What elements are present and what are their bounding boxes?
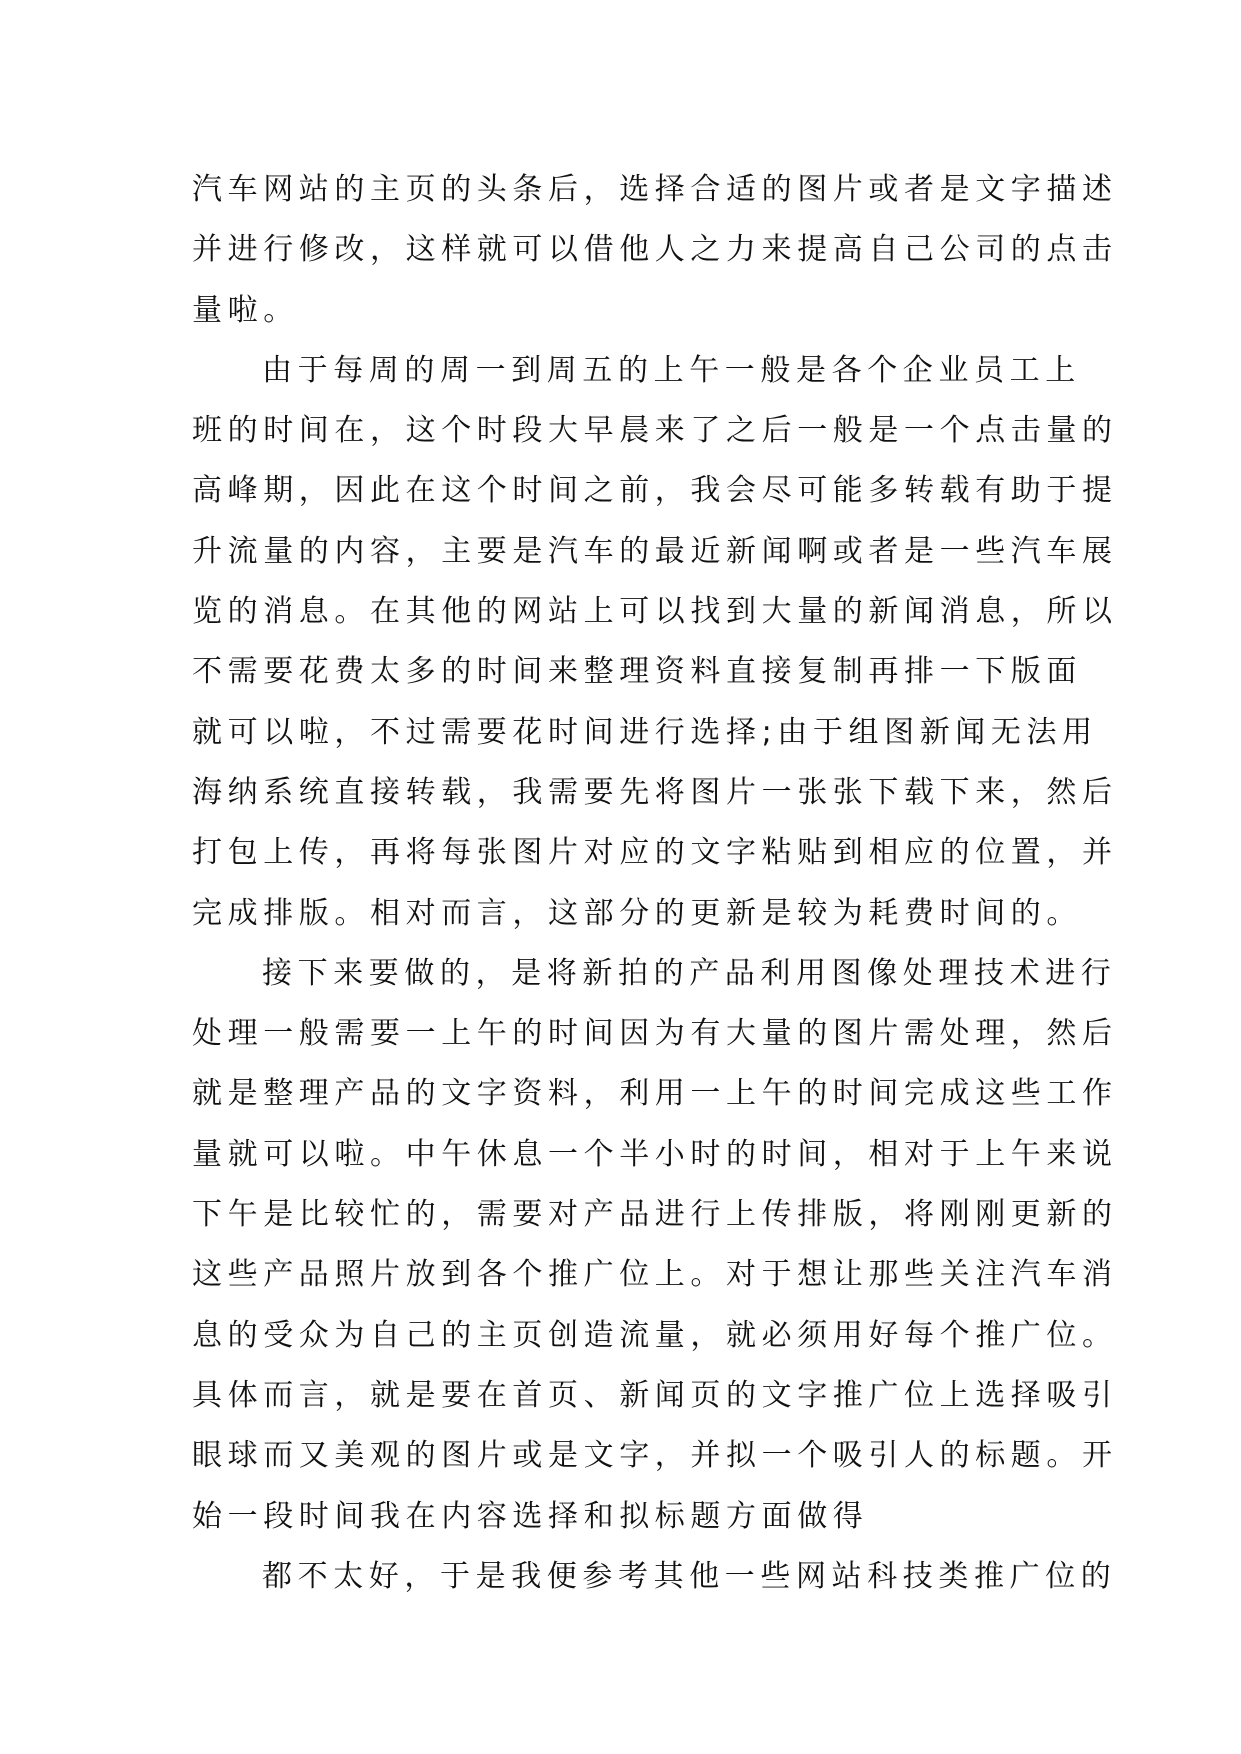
text-line: 量啦。 [192,292,299,328]
text-line: 高峰期，因此在这个时间之前，我会尽可能多转载有助于提 [192,473,1118,509]
text-line: 量就可以啦。中午休息一个半小时的时间，相对于上午来说 [192,1136,1118,1172]
text-line: 览的消息。在其他的网站上可以找到大量的新闻消息，所以 [192,594,1118,630]
text-line: 处理一般需要一上午的时间因为有大量的图片需处理，然后 [192,1016,1118,1052]
body-text [192,160,1118,1607]
text-line: 班的时间在，这个时段大早晨来了之后一般是一个点击量的 [192,413,1118,449]
text-line: 并进行修改，这样就可以借他人之力来提高自己公司的点击 [192,232,1118,268]
text-line: 这些产品照片放到各个推广位上。对于想让那些关注汽车消 [192,1257,1118,1293]
text-line: 息的受众为自己的主页创造流量，就必须用好每个推广位。 [192,1317,1118,1353]
text-line: 都不太好，于是我便参考其他一些网站科技类推广位的 [262,1558,1117,1594]
text-line: 就是整理产品的文字资料，利用一上午的时间完成这些工作 [192,1076,1118,1112]
text-line: 不需要花费太多的时间来整理资料直接复制再排一下版面 [192,654,1082,690]
paragraph-2 [192,341,1118,944]
paragraph-3 [192,944,1118,1547]
text-line: 下午是比较忙的，需要对产品进行上传排版，将刚刚更新的 [192,1197,1118,1233]
text-line: 就可以啦，不过需要花时间进行选择;由于组图新闻无法用 [192,714,1098,750]
text-line: 汽车网站的主页的头条后，选择合适的图片或者是文字描述 [192,172,1118,207]
text-line: 完成排版。相对而言，这部分的更新是较为耗费时间的。 [192,895,1082,931]
paragraph-1 [192,160,1118,341]
text-line: 由于每周的周一到周五的上午一般是各个企业员工上 [262,352,1081,388]
text-line: 海纳系统直接转载，我需要先将图片一张张下载下来，然后 [192,774,1118,810]
text-line: 具体而言，就是要在首页、新闻页的文字推广位上选择吸引 [192,1377,1118,1413]
text-line: 接下来要做的，是将新拍的产品利用图像处理技术进行 [262,955,1117,991]
text-line: 升流量的内容，主要是汽车的最近新闻啊或者是一些汽车展 [192,533,1118,569]
text-line: 眼球而又美观的图片或是文字，并拟一个吸引人的标题。开 [192,1438,1118,1474]
text-line: 始一段时间我在内容选择和拟标题方面做得 [192,1498,869,1534]
paragraph-4 [192,1547,1117,1607]
text-line: 打包上传，再将每张图片对应的文字粘贴到相应的位置，并 [192,835,1118,871]
